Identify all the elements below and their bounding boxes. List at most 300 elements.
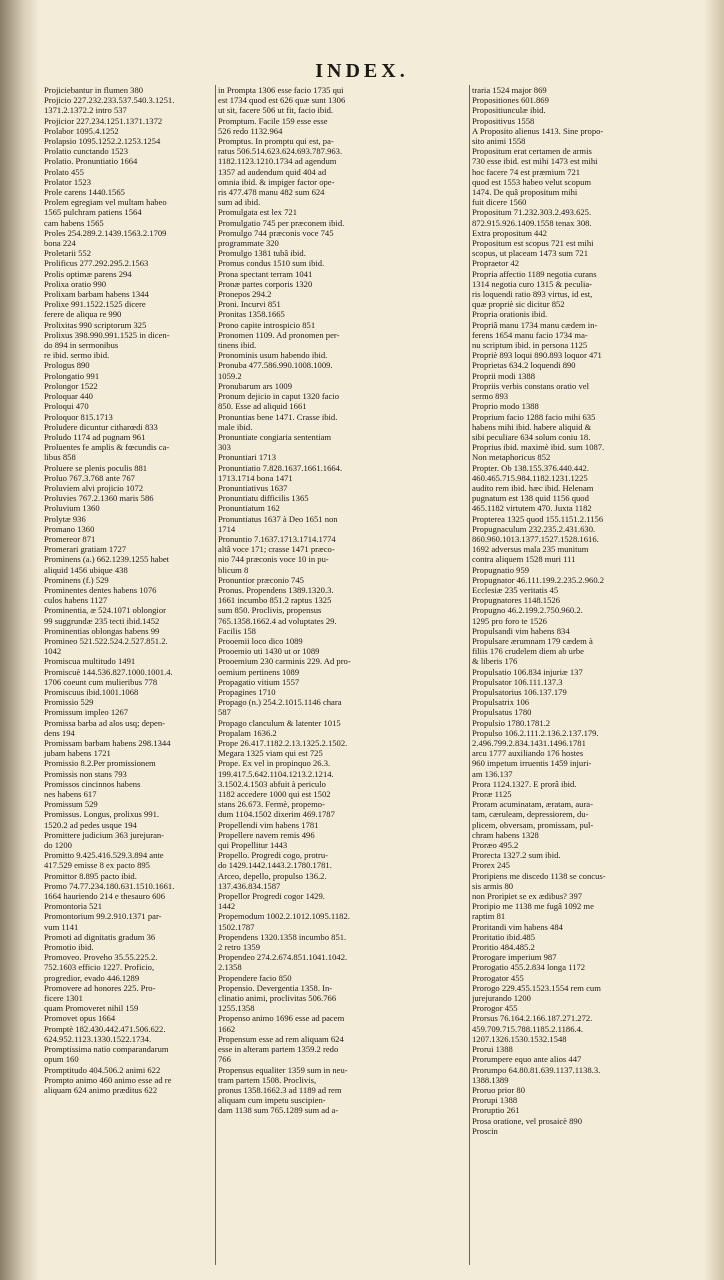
index-entry: Ecclesiæ 235 veritatis 45 <box>472 584 559 595</box>
index-entry: Prorex 245 <box>472 860 510 871</box>
index-entry: clinatio animi, proclivitas 506.766 <box>218 993 337 1004</box>
index-entry: Promissus. Longus, prolixus 991. <box>44 809 160 820</box>
index-entry: Prorogare imperium 987 <box>472 952 557 963</box>
index-entry: Promoveo. Proveho 35.55.225.2. <box>44 952 158 963</box>
index-entry: est 1734 quod est 626 quæ sunt 1306 <box>218 95 346 106</box>
index-entry: Prono capite introspicio 851 <box>218 319 316 330</box>
index-entry: progredior, evado 446.1289 <box>44 972 140 983</box>
index-entry: Propositum 71.232.303.2.493.625. <box>472 207 592 218</box>
index-entry: Promiscuè 144.536.827.1000.1001.4. <box>44 666 173 677</box>
index-entry: Promulgatio 745 per præconem ibid. <box>218 217 345 228</box>
index-entry: Propagatio vitium 1557 <box>218 676 300 687</box>
index-entry: Prosa oratione, vel prosaicè 890 <box>472 1115 583 1126</box>
index-entry: Promitto 9.425.416.529.3.894 ante <box>44 850 164 861</box>
index-entry: raptim 81 <box>472 911 506 922</box>
index-entry: Propulsatrix 106 <box>472 697 530 708</box>
index-entry: Prolytæ 936 <box>44 513 86 524</box>
index-entry: Prolixus 398.990.991.1525 in dicen- <box>44 329 170 340</box>
index-entry: aliquam cum impetu suscipien- <box>218 1095 326 1106</box>
index-entry: Pronuntio 7.1637.1713.1714.1774 <box>218 533 336 544</box>
index-entry: chram habens 1328 <box>472 829 539 840</box>
index-entry: ferere de aliqua re 990 <box>44 309 122 320</box>
index-entry: A Proposito alienus 1413. Sine propo- <box>472 125 604 136</box>
index-entry: in Prompta 1306 esse facio 1735 qui <box>218 85 344 95</box>
index-entry: Promulgo 1381 tubâ ibid. <box>218 248 306 259</box>
index-entry: Propriis verbis constans oratio vel <box>472 380 589 391</box>
index-entry: opum 160 <box>44 1054 79 1065</box>
index-entry: Propugnatores 1148.1526 <box>472 595 560 606</box>
index-entry: 1692 adversus mala 235 munitum <box>472 544 589 555</box>
index-entry: Pronuba 477.586.990.1008.1009. <box>218 360 333 371</box>
index-entry: programmate 320 <box>218 238 279 249</box>
index-entry: Proripio me 1138 me fugâ 1092 me <box>472 901 594 912</box>
index-entry: Prolificus 277.292.295.2.1563 <box>44 258 149 269</box>
column-divider-right <box>469 85 470 1265</box>
index-column-middle <box>218 85 468 1270</box>
index-entry: 1706 coeunt cum mulieribus 778 <box>44 676 158 687</box>
index-entry: Prompto animo 460 animo esse ad re <box>44 1074 172 1085</box>
index-entry: nes habens 617 <box>44 789 97 800</box>
index-entry: hoc facere 74 est præmium 721 <box>472 166 581 177</box>
index-entry: habens mihi ibid. habere aliquid & <box>472 421 592 432</box>
index-entry: Promoti ad dignitatis gradum 36 <box>44 931 156 942</box>
index-entry: 459.709.715.788.1185.2.1186.4. <box>472 1023 584 1034</box>
index-entry: 850. Esse ad aliquid 1661 <box>218 401 307 412</box>
index-entry: Propter. Ob 138.155.376.440.442. <box>472 462 589 473</box>
index-entry: 1442 <box>218 901 236 912</box>
index-entry: Proprietas 634.2 loquendi 890 <box>472 360 576 371</box>
index-entry: contra aliquem 1528 muri 111 <box>472 554 576 565</box>
index-column-left <box>44 85 214 1270</box>
index-entry: 199.417.5.642.1104.1213.2.1214. <box>218 768 334 779</box>
index-entry: jurejurando 1200 <box>472 993 531 1004</box>
index-entry: 1255.1358 <box>218 1003 255 1014</box>
index-entry: Promittere judicium 363 jurejuran- <box>44 829 165 840</box>
index-entry: qui Propellitur 1443 <box>218 840 288 851</box>
index-entry: do 894 in sermonibus <box>44 340 119 351</box>
index-entry: Promissum impleo 1267 <box>44 707 129 718</box>
index-entry: Promulgo 744 præconis voce 745 <box>218 227 334 238</box>
index-entry: Proruptio 261 <box>472 1105 520 1116</box>
index-entry: 3.1502.4.1503 abfuit à periculo <box>218 778 326 789</box>
index-entry: Prominentes dentes habens 1076 <box>44 584 157 595</box>
index-entry: Promptitudo 404.506.2 animi 622 <box>44 1064 161 1075</box>
index-entry: Promovet opus 1664 <box>44 1013 116 1024</box>
index-entry: 526 redo 1132.964 <box>218 125 283 136</box>
index-entry: Pronum dejicio in caput 1320 facio <box>218 391 340 402</box>
index-entry: Promissis non stans 793 <box>44 768 127 779</box>
index-entry: 2.496.799.2.834.1431.1496.1781 <box>472 738 586 748</box>
index-entry: Proripiens me discedo 1138 se concus- <box>472 870 606 881</box>
index-entry: Proruo prior 80 <box>472 1084 525 1095</box>
index-entry: scopus, ut placeam 1473 sum 721 <box>472 248 588 259</box>
index-entry: ut sit, facere 506 ut fit, facio ibid. <box>218 105 334 116</box>
index-column-right <box>472 85 722 1270</box>
index-entry: Proritatio ibid.485 <box>472 931 536 942</box>
index-entry: Prolato 455 <box>44 166 84 177</box>
index-entry: Propendeo 274.2.674.851.1041.1042. <box>218 952 348 963</box>
index-entry: 1182.1123.1210.1734 ad agendum <box>218 156 337 167</box>
index-entry: Promissam barbam habens 298.1344 <box>44 738 171 748</box>
index-entry: 1662 <box>218 1023 236 1034</box>
index-entry: 766 <box>218 1054 231 1065</box>
index-entry: Propensus equaliter 1359 sum in neu- <box>218 1064 348 1075</box>
index-entry: Prolapsio 1095.1252.2.1253.1254 <box>44 136 161 147</box>
index-entry: quod est 1553 habeo velut scopum <box>472 176 592 187</box>
index-entry: Propositiones 601.869 <box>472 95 549 106</box>
index-entry: libus 858 <box>44 452 76 463</box>
index-entry: Pronuntiari 1713 <box>218 452 277 463</box>
index-entry: ratus 506.514.623.624.693.787.963. <box>218 146 343 157</box>
index-entry: Prolixitas 990 scriptorum 325 <box>44 319 147 330</box>
index-entry: Prologus 890 <box>44 360 90 371</box>
index-entry: Proloqui 470 <box>44 401 89 412</box>
index-entry: Prorecta 1327.2 sum ibid. <box>472 850 561 861</box>
index-entry: Propugno 46.2.199.2.750.960.2. <box>472 605 583 616</box>
index-entry: 765.1358.1662.4 ad voluptates 29. <box>218 615 337 626</box>
index-entry: 1182 accedere 1000 qui est 1502 <box>218 789 331 800</box>
index-entry: 99 suggrundæ 235 tecti ibid.1452 <box>44 615 160 626</box>
index-entry: Projicio 227.232.233.537.540.3.1251. <box>44 95 175 106</box>
index-entry: Prorogor 455 <box>472 1003 518 1014</box>
index-entry: Proram acuminatam, æratam, aura- <box>472 799 593 810</box>
index-entry: Proprii modi 1388 <box>472 370 536 381</box>
index-entry: Propulsio 1780.1781.2 <box>472 717 551 728</box>
index-entry: nio 744 præconis voce 10 in pu- <box>218 554 329 565</box>
index-entry: Propulsare ærumnam 179 cædem à <box>472 635 593 646</box>
index-entry: Promptissima natio comparandarum <box>44 1044 169 1055</box>
index-entry: 1502.1787 <box>218 921 255 932</box>
index-entry: sum 850. Proclivis, propensus <box>218 605 322 616</box>
index-entry: Pronuntiatus 1637 à Deo 1651 non <box>218 513 338 524</box>
index-entry: Propugnatio 959 <box>472 564 530 575</box>
index-entry: Prole carens 1440.1565 <box>44 187 125 198</box>
index-entry: Prolator 1523 <box>44 176 92 187</box>
index-entry: & liberis 176 <box>472 656 518 667</box>
index-entry: 960 impetum irruentis 1459 injuri- <box>472 758 592 769</box>
index-entry: 460.465.715.984.1182.1231.1225 <box>472 472 588 483</box>
index-entry: Proluviem alvi projicio 1072 <box>44 482 144 493</box>
index-entry: quam Promoveret nihil 159 <box>44 1003 139 1014</box>
index-entry: Proluvies 767.2.1360 maris 586 <box>44 493 154 504</box>
index-entry: 137.436.834.1587 <box>218 880 281 891</box>
index-entry: Proles 254.289.2.1439.1563.2.1709 <box>44 227 167 238</box>
index-entry: Prolatio cunctando 1523 <box>44 146 129 157</box>
index-entry: Pronuntiatum 162 <box>218 503 280 514</box>
index-entry: 872.915.926.1409.1558 tenax 308. <box>472 217 592 228</box>
index-entry: 1042 <box>44 646 62 657</box>
index-entry: sibi peculiare 634 solum coniu 18. <box>472 431 591 442</box>
index-entry: Propugnator 46.111.199.2.235.2.960.2 <box>472 574 605 585</box>
page-header: INDEX. <box>315 60 409 82</box>
index-entry: altâ voce 171; crasse 1471 præco- <box>218 544 335 555</box>
index-entry: 624.952.1123.1330.1522.1734. <box>44 1033 152 1044</box>
index-entry: dam 1138 sum 765.1289 sum ad a- <box>218 1105 339 1116</box>
index-entry: 1713.1714 bona 1471 <box>218 472 293 483</box>
index-entry: Prominens (a.) 662.1239.1255 habet <box>44 554 170 565</box>
index-entry: 587 <box>218 707 231 718</box>
index-entry: dum 1104.1502 dixerim 469.1787 <box>218 809 335 820</box>
index-entry: Propriâ manu 1734 manu cædem in- <box>472 319 598 330</box>
index-entry: Propulsandi vim habens 834 <box>472 625 570 636</box>
index-entry: tram partem 1508. Proclivis, <box>218 1074 317 1085</box>
index-entry: filiis 176 crudelem diem ab urbe <box>472 646 584 657</box>
index-entry: Prolixa oratio 990 <box>44 278 107 289</box>
index-entry: Propellere navem remis 496 <box>218 829 315 840</box>
index-entry: Pronæ partes corporis 1320 <box>218 278 313 289</box>
index-entry: 303 <box>218 442 231 453</box>
index-entry: Pronepos 294.2 <box>218 289 272 300</box>
index-entry: fuit dicere 1560 <box>472 197 527 208</box>
index-entry: Prorogator 455 <box>472 972 524 983</box>
index-entry: 465.1182 virtutem 470. Juxta 1182 <box>472 503 592 514</box>
index-entry: nu scriptum ibid. in persona 1125 <box>472 340 588 351</box>
index-entry: 2 retro 1359 <box>218 942 261 953</box>
index-entry: Propendere facio 850 <box>218 972 292 983</box>
index-entry: am 136.137 <box>472 768 513 779</box>
index-entry: Pronuntior præconio 745 <box>218 574 304 585</box>
index-entry: Propulsatorius 106.137.179 <box>472 686 567 697</box>
index-entry: Pronuntiatu difficilis 1365 <box>218 493 309 504</box>
index-entry: Prorumpere equo ante alios 447 <box>472 1054 582 1065</box>
index-entry: Prorumpo 64.80.81.639.1137.1138.3. <box>472 1064 601 1075</box>
index-entry: Propellendi vim habens 1781 <box>218 819 319 830</box>
index-entry: ficere 1301 <box>44 993 83 1004</box>
index-entry: Prorui 1388 <box>472 1044 513 1055</box>
index-entry: Proritio 484.485.2 <box>472 942 535 953</box>
index-entry: arcu 1777 auxiliando 176 hostes <box>472 748 584 759</box>
index-entry: Proluvium 1360 <box>44 503 100 514</box>
index-entry: 1474. De quâ propositum mihi <box>472 187 578 198</box>
index-entry: Promiscuus ibid.1001.1068 <box>44 686 139 697</box>
index-entry: Promano 1360 <box>44 523 95 534</box>
index-entry: Pronuntias bene 1471. Crasse ibid. <box>218 411 338 422</box>
index-entry: Prona spectant terram 1041 <box>218 268 313 279</box>
index-entry: plicem, obversam, promissam, pul- <box>472 819 594 830</box>
index-entry: aliquid 1456 ubique 438 <box>44 564 128 575</box>
index-entry: Prooemii loco dico 1089 <box>218 635 303 646</box>
index-entry: Propositivus 1558 <box>472 115 535 126</box>
index-entry: Proluere se plenis poculis 881 <box>44 462 148 473</box>
index-entry: do 1200 <box>44 840 72 851</box>
index-entry: traria 1524 major 869 <box>472 85 547 95</box>
index-entry: quæ propriè sic dicitur 852 <box>472 299 565 310</box>
index-entry: Extra propositum 442 <box>472 227 547 238</box>
index-entry: Promovere ad honores 225. Pro- <box>44 982 156 993</box>
index-entry: Propagines 1710 <box>218 686 276 697</box>
index-entry: audito rem ibid. hæc ibid. Helenam <box>472 482 594 493</box>
index-entry: Prolatio. Pronuntiatio 1664 <box>44 156 138 167</box>
index-entry: Propria affectio 1189 negotia curans <box>472 268 597 279</box>
index-entry: ris 477.478 manu 482 sum 624 <box>218 187 325 198</box>
index-entry: ferens 1654 manu facio 1734 ma- <box>472 329 588 340</box>
index-entry: Pronubarum ars 1009 <box>218 380 292 391</box>
index-entry: Proprium facio 1288 facio mihi 635 <box>472 411 596 422</box>
index-entry: Pronitas 1358.1665 <box>218 309 285 320</box>
index-entry: 1661 incumbo 851.2 raptus 1325 <box>218 595 332 606</box>
index-entry: 417.529 emisse 8 ex pacto 895 <box>44 860 150 871</box>
index-entry: Pronominis usum habendo ibid. <box>218 350 328 361</box>
index-entry: Pronomen 1109. Ad pronomen per- <box>218 329 340 340</box>
index-entry: Prope 26.417.1182.2.13.1325.2.1502. <box>218 738 348 748</box>
index-entry: Promulgata est lex 721 <box>218 207 298 218</box>
index-entry: Promptè 182.430.442.471.506.622. <box>44 1023 166 1034</box>
index-entry: jubam habens 1721 <box>44 748 111 759</box>
index-entry: Propalam 1636.2 <box>218 727 277 738</box>
index-entry: 1388.1389 <box>472 1074 509 1085</box>
index-entry: 1664 hauriendo 214 e thesauro 606 <box>44 891 166 902</box>
index-entry: Promotio ibid. <box>44 942 94 953</box>
index-entry: Prolixe 991.1522.1525 dicere <box>44 299 146 310</box>
index-entry: Megara 1325 viam qui est 725 <box>218 748 323 759</box>
index-entry: Proludere dicuntur citharœdi 833 <box>44 421 158 432</box>
index-entry: cam habens 1565 <box>44 217 104 228</box>
index-entry: Proræo 495.2 <box>472 840 519 851</box>
index-entry: Prorupi 1388 <box>472 1095 518 1106</box>
index-entry: vum 1141 <box>44 921 79 932</box>
index-entry: culos habens 1127 <box>44 595 108 606</box>
index-entry: 1357 ad audendum quid 404 ad <box>218 166 327 177</box>
index-entry: do 1429.1442.1443.2.1780.1781. <box>218 860 332 871</box>
index-entry: Prope. Ex vel in propinquo 26.3. <box>218 758 331 769</box>
index-entry: Projicior 227.234.1251.1371.1372 <box>44 115 163 126</box>
index-entry: Non metaphoricus 852 <box>472 452 551 463</box>
index-entry: Prolis optimæ parens 294 <box>44 268 132 279</box>
index-entry: Promissum 529 <box>44 799 98 810</box>
index-entry: 2.1358 <box>218 962 242 973</box>
index-entry: pugnatum est 138 quid 1156 quod <box>472 493 589 504</box>
index-entry: sito animi 1558 <box>472 136 526 147</box>
index-entry: Propositum est scopus 721 est mihi <box>472 238 594 249</box>
index-entry: Proprio modo 1388 <box>472 401 539 412</box>
index-entry: Propulsatus 1780 <box>472 707 532 718</box>
index-entry: 1314 negotia curo 1315 & peculia- <box>472 278 593 289</box>
index-entry: Pronuntiativus 1637 <box>218 482 288 493</box>
index-entry: Arceo, depello, propulso 136.2. <box>218 870 327 881</box>
index-entry: Prolixam barbam habens 1344 <box>44 289 149 300</box>
index-entry: stans 26.673. Fermè, propemo- <box>218 799 325 810</box>
index-entry: Proloquor 815.1713 <box>44 411 113 422</box>
index-entry: Propositiunculæ ibid. <box>472 105 546 116</box>
index-entry: bona 224 <box>44 238 76 249</box>
index-entry: male ibid. <box>218 421 253 432</box>
index-entry: Propulsatio 106.834 injuriæ 137 <box>472 666 583 677</box>
index-entry: Facilis 158 <box>218 625 256 636</box>
index-entry: Prorsus 76.164.2.166.187.271.272. <box>472 1013 593 1024</box>
index-entry: esse in alteram partem 1359.2 redo <box>218 1044 339 1055</box>
index-entry: Proluentes fe amplis & fœcundis ca- <box>44 442 170 453</box>
index-entry: aliquam 624 animo præditus 622 <box>44 1084 158 1095</box>
column-divider-left <box>215 85 216 1265</box>
index-entry: 730 esse ibid. est mihi 1473 est mihi <box>472 156 598 167</box>
index-entry: Promineo 521.522.524.2.527.851.2. <box>44 635 168 646</box>
index-entry: dens 194 <box>44 727 75 738</box>
index-entry: omnia ibid. & impiger factor ope- <box>218 176 335 187</box>
index-entry: Promus condus 1510 sum ibid. <box>218 258 325 269</box>
index-entry: Prominentias oblongas habens 99 <box>44 625 160 636</box>
index-entry: Promittor 8.895 pacto ibid. <box>44 870 137 881</box>
index-entry: Propraetor 42 <box>472 258 520 269</box>
index-entry: Proritandi vim habens 484 <box>472 921 563 932</box>
index-entry: Propensio. Devergentia 1358. In- <box>218 982 333 993</box>
index-entry: 1207.1326.1530.1532.1548 <box>472 1033 567 1044</box>
index-entry: Propellor Progredi cogor 1429. <box>218 891 325 902</box>
index-entry: Promissa barba ad alos usq; depen- <box>44 717 166 728</box>
index-entry: Promptus. In promptu qui est, pa- <box>218 136 334 147</box>
index-entry: Propago clanculum & latenter 1015 <box>218 717 341 728</box>
index-entry: Prolem egregiam vel multam habeo <box>44 197 167 208</box>
index-entry: Prora 1124.1327. E prorâ ibid. <box>472 778 577 789</box>
index-entry: Promissos cincinnos habens <box>44 778 141 789</box>
index-entry: Promereor 871 <box>44 533 96 544</box>
index-entry: tam, cæruleam, depressiorem, du- <box>472 809 589 820</box>
index-entry: Promissio 529 <box>44 697 94 708</box>
index-entry: 860.960.1013.1377.1527.1528.1616. <box>472 533 599 544</box>
index-entry: Propago (n.) 254.2.1015.1146 chara <box>218 697 342 708</box>
index-entry: Propensum esse ad rem aliquam 624 <box>218 1033 344 1044</box>
index-entry: Propriè 893 loqui 890.893 loquor 471 <box>472 350 602 361</box>
index-entry: Prominens (f.) 529 <box>44 574 109 585</box>
index-entry: Proræ 1125 <box>472 789 512 800</box>
index-entry: Propositum erat certamen de armis <box>472 146 592 157</box>
index-entry: Proletarii 552 <box>44 248 92 259</box>
index-entry: 1520.2 ad pedes usque 194 <box>44 819 137 830</box>
index-entry: Prooemio uti 1430 ut or 1089 <box>218 646 320 657</box>
index-entry: Proni. Incurvi 851 <box>218 299 281 310</box>
index-entry: Propello. Progredi cogo, protru- <box>218 850 329 861</box>
index-entry: 752.1603 efficio 1227. Proficio, <box>44 962 155 973</box>
index-entry: Prooemium 230 carminis 229. Ad pro- <box>218 656 351 667</box>
index-entry: sermo 893 <box>472 391 509 402</box>
index-entry: re ibid. sermo ibid. <box>44 350 110 361</box>
index-entry: pronus 1358.1662.3 ad 1189 ad rem <box>218 1084 342 1095</box>
index-entry: Pronuntiate congiaria sententiam <box>218 431 332 442</box>
index-entry: Propugnaculum 232.235.2.431.630. <box>472 523 596 534</box>
index-entry: Proloquar 440 <box>44 391 93 402</box>
index-entry: blicum 8 <box>218 564 249 575</box>
index-entry: Prominentia, æ 524.1071 oblongior <box>44 605 166 616</box>
page-gutter-shadow <box>0 0 40 1280</box>
index-entry: Promo 74.77.234.180.631.1510.1661. <box>44 880 175 891</box>
index-entry: Propulsator 106.111.137.3 <box>472 676 563 687</box>
index-entry: tinens ibid. <box>218 340 257 351</box>
index-entry: oemium pertinens 1089 <box>218 666 300 677</box>
index-entry: 1371.2.1372.2 intro 537 <box>44 105 127 116</box>
index-entry: Prorogo 229.455.1523.1554 rem cum <box>472 982 601 993</box>
index-entry: Promissio 8.2.Per promissionem <box>44 758 156 769</box>
index-entry: 1295 pro foro te 1526 <box>472 615 547 626</box>
index-entry: Prolongor 1522 <box>44 380 98 391</box>
index-entry: Propendens 1320.1358 incumbo 851. <box>218 931 347 942</box>
index-entry: Prolongatio 991 <box>44 370 100 381</box>
index-entry: sis armis 80 <box>472 880 514 891</box>
index-entry: Proscin <box>472 1125 498 1136</box>
index-entry: non Proripiet se ex ædibus? 397 <box>472 891 583 902</box>
index-entry: Propenso animo 1696 esse ad pacem <box>218 1013 345 1024</box>
index-entry: Projiciebantur in flumen 380 <box>44 85 144 95</box>
index-entry: 1565 pulchram patiens 1564 <box>44 207 142 218</box>
index-entry: Promontoria 521 <box>44 901 103 912</box>
index-entry: Propemodum 1002.2.1012.1095.1182. <box>218 911 350 922</box>
index-entry: Propterea 1325 quod 155.1151.2.1156 <box>472 513 604 524</box>
index-entry: Promiscua multitudo 1491 <box>44 656 136 667</box>
index-entry: 1714 <box>218 523 236 534</box>
index-entry: Promptum. Facile 159 esse esse <box>218 115 328 126</box>
index-entry: Promontorium 99.2.910.1371 par- <box>44 911 162 922</box>
index-entry: Pronus. Propendens 1389.1320.3. <box>218 584 334 595</box>
index-entry: Propulso 106.2.111.2.136.2.137.179. <box>472 727 599 738</box>
index-entry: Pronuntiatio 7.828.1637.1661.1664. <box>218 462 343 473</box>
